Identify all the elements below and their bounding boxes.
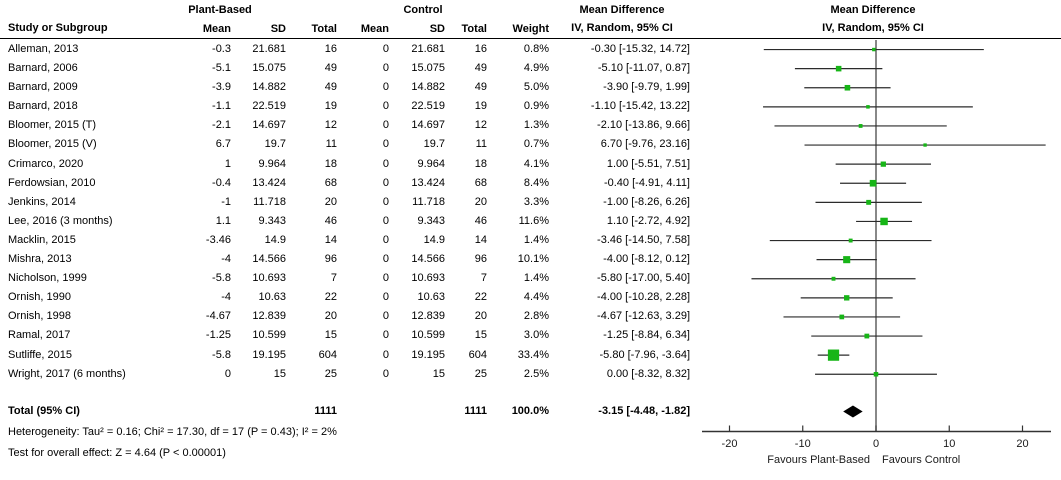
column-header-total-plant: Total xyxy=(311,23,337,35)
sd-plant-cell: 14.697 xyxy=(252,119,286,132)
total-control-cell: 604 xyxy=(468,348,487,361)
total-plant-cell: 49 xyxy=(324,62,337,75)
column-header-study: Study or Subgroup xyxy=(8,22,108,34)
effect-marker xyxy=(844,295,849,300)
x-tick-label: -10 xyxy=(794,438,811,450)
study-name: Bloomer, 2015 (T) xyxy=(8,119,97,132)
effect-marker xyxy=(849,239,853,243)
effect-marker xyxy=(832,277,836,281)
ci-text-cell: -3.46 [-14.50, 7.58] xyxy=(597,233,690,246)
sd-control-cell: 10.63 xyxy=(417,291,445,304)
weight-cell: 3.3% xyxy=(523,195,549,208)
sd-plant-cell: 10.599 xyxy=(252,329,286,342)
ci-text-cell: -1.00 [-8.26, 6.26] xyxy=(603,195,690,208)
sd-control-cell: 14.9 xyxy=(423,233,445,246)
mean-plant-cell: -0.3 xyxy=(212,43,231,55)
effect-marker xyxy=(859,124,863,128)
study-name: Alleman, 2013 xyxy=(8,43,79,55)
mean-plant-cell: -5.8 xyxy=(212,272,231,285)
ci-text-cell: -1.10 [-15.42, 13.22] xyxy=(590,100,690,113)
mean-plant-cell: -4.67 xyxy=(205,310,231,323)
sd-plant-cell: 15 xyxy=(273,367,286,380)
plot-title: Mean Difference xyxy=(830,4,916,16)
total-plant-cell: 14 xyxy=(324,233,337,246)
weight-cell: 1.4% xyxy=(523,233,549,246)
sd-control-cell: 14.697 xyxy=(411,119,445,132)
total-control-cell: 7 xyxy=(480,272,487,285)
effect-marker xyxy=(845,85,851,91)
effect-marker xyxy=(836,66,842,72)
total-weight: 100.0% xyxy=(511,405,549,417)
weight-cell: 4.4% xyxy=(523,291,549,304)
study-name: Ramal, 2017 xyxy=(8,329,71,342)
study-name: Sutliffe, 2015 xyxy=(8,348,73,361)
total-n-plant: 1111 xyxy=(314,405,337,417)
ci-text-cell: -0.30 [-15.32, 14.72] xyxy=(590,43,690,55)
mean-plant-cell: -4 xyxy=(221,253,231,266)
md-column-subtitle: IV, Random, 95% CI xyxy=(571,22,673,34)
weight-cell: 5.0% xyxy=(523,81,549,94)
ci-text-cell: 1.00 [-5.51, 7.51] xyxy=(606,157,690,170)
total-control-cell: 20 xyxy=(474,195,487,208)
mean-plant-cell: 0 xyxy=(224,367,231,380)
column-header-total-control: Total xyxy=(461,23,487,35)
mean-control-cell: 0 xyxy=(382,272,389,285)
study-name: Wright, 2017 (6 months) xyxy=(8,367,126,380)
total-plant-cell: 25 xyxy=(324,367,337,380)
mean-plant-cell: -2.1 xyxy=(212,119,231,132)
mean-plant-cell: -0.4 xyxy=(212,176,231,189)
total-control-cell: 25 xyxy=(474,367,487,380)
study-name: Barnard, 2009 xyxy=(8,81,78,94)
column-header-mean-control: Mean xyxy=(360,23,389,35)
mean-control-cell: 0 xyxy=(382,119,389,132)
sd-control-cell: 10.599 xyxy=(411,329,445,342)
total-control-cell: 68 xyxy=(474,176,487,189)
effect-marker xyxy=(923,143,926,146)
total-control-cell: 19 xyxy=(474,100,487,113)
weight-cell: 3.0% xyxy=(523,329,549,342)
summary-diamond xyxy=(843,406,862,418)
total-control-cell: 14 xyxy=(474,233,487,246)
mean-plant-cell: -5.8 xyxy=(212,348,231,361)
sd-plant-cell: 9.964 xyxy=(258,157,286,170)
effect-marker xyxy=(881,162,886,167)
weight-cell: 8.4% xyxy=(523,176,549,189)
mean-control-cell: 0 xyxy=(382,367,389,380)
total-plant-cell: 604 xyxy=(318,348,337,361)
sd-plant-cell: 14.566 xyxy=(252,253,286,266)
weight-cell: 2.5% xyxy=(523,367,549,380)
ci-text-cell: -5.80 [-17.00, 5.40] xyxy=(597,272,690,285)
mean-control-cell: 0 xyxy=(382,233,389,246)
mean-plant-cell: 1 xyxy=(224,157,231,170)
weight-cell: 0.8% xyxy=(523,43,549,55)
sd-control-cell: 15.075 xyxy=(411,62,445,75)
sd-control-cell: 9.964 xyxy=(417,157,445,170)
total-control-cell: 49 xyxy=(474,62,487,75)
sd-plant-cell: 10.693 xyxy=(252,272,286,285)
total-control-cell: 96 xyxy=(474,253,487,266)
study-name: Barnard, 2006 xyxy=(8,62,78,75)
effect-marker xyxy=(874,372,879,377)
sd-plant-cell: 19.7 xyxy=(264,138,286,151)
total-control-cell: 16 xyxy=(474,43,487,55)
total-control-cell: 46 xyxy=(474,214,487,227)
total-control-cell: 49 xyxy=(474,81,487,94)
sd-plant-cell: 12.839 xyxy=(252,310,286,323)
mean-control-cell: 0 xyxy=(382,291,389,304)
x-tick-label: 0 xyxy=(872,438,880,450)
total-plant-cell: 15 xyxy=(324,329,337,342)
total-plant-cell: 20 xyxy=(324,195,337,208)
sd-control-cell: 15 xyxy=(432,367,445,380)
effect-marker xyxy=(839,315,844,320)
ci-text-cell: -0.40 [-4.91, 4.11] xyxy=(603,176,690,189)
mean-control-cell: 0 xyxy=(382,348,389,361)
ci-text-cell: -5.10 [-11.07, 0.87] xyxy=(597,62,690,75)
sd-control-cell: 19.7 xyxy=(423,138,445,151)
study-name: Lee, 2016 (3 months) xyxy=(8,214,113,227)
study-name: Ornish, 1998 xyxy=(8,310,71,323)
total-control-cell: 22 xyxy=(474,291,487,304)
sd-plant-cell: 10.63 xyxy=(258,291,286,304)
weight-cell: 2.8% xyxy=(523,310,549,323)
total-label: Total (95% CI) xyxy=(8,405,80,417)
mean-plant-cell: -1.25 xyxy=(205,329,231,342)
favours-left-label: Favours Plant-Based xyxy=(767,454,870,466)
mean-plant-cell: -4 xyxy=(221,291,231,304)
sd-plant-cell: 21.681 xyxy=(252,43,286,55)
ci-text-cell: -4.67 [-12.63, 3.29] xyxy=(597,310,690,323)
weight-cell: 4.9% xyxy=(523,62,549,75)
group-header-control: Control xyxy=(403,4,443,16)
mean-control-cell: 0 xyxy=(382,195,389,208)
total-plant-cell: 22 xyxy=(324,291,337,304)
effect-marker xyxy=(872,48,875,51)
total-plant-cell: 11 xyxy=(325,138,337,151)
study-name: Macklin, 2015 xyxy=(8,233,76,246)
sd-control-cell: 12.839 xyxy=(411,310,445,323)
sd-plant-cell: 14.882 xyxy=(252,81,286,94)
effect-marker xyxy=(828,350,839,361)
sd-control-cell: 21.681 xyxy=(411,43,445,55)
total-control-cell: 12 xyxy=(474,119,487,132)
md-column-title: Mean Difference xyxy=(579,4,665,16)
mean-plant-cell: -1.1 xyxy=(212,100,231,113)
total-plant-cell: 18 xyxy=(324,157,337,170)
ci-text-cell: -4.00 [-10.28, 2.28] xyxy=(597,291,690,304)
sd-control-cell: 22.519 xyxy=(411,100,445,113)
ci-text-cell: -4.00 [-8.12, 0.12] xyxy=(603,253,690,266)
mean-control-cell: 0 xyxy=(382,214,389,227)
mean-control-cell: 0 xyxy=(382,176,389,189)
total-plant-cell: 46 xyxy=(324,214,337,227)
total-ci-text: -3.15 [-4.48, -1.82] xyxy=(598,405,690,417)
sd-control-cell: 10.693 xyxy=(411,272,445,285)
sd-plant-cell: 19.195 xyxy=(252,348,286,361)
weight-cell: 4.1% xyxy=(523,157,549,170)
ci-text-cell: -5.80 [-7.96, -3.64] xyxy=(599,348,690,361)
plot-subtitle: IV, Random, 95% CI xyxy=(822,22,924,34)
sd-control-cell: 13.424 xyxy=(411,176,445,189)
group-header-plant-based: Plant-Based xyxy=(188,4,252,16)
sd-control-cell: 14.566 xyxy=(411,253,445,266)
mean-plant-cell: -1 xyxy=(221,195,231,208)
effect-marker xyxy=(870,180,877,187)
sd-control-cell: 9.343 xyxy=(417,214,445,227)
column-header-mean-plant: Mean xyxy=(202,23,231,35)
weight-cell: 1.3% xyxy=(523,119,549,132)
sd-control-cell: 14.882 xyxy=(411,81,445,94)
total-plant-cell: 16 xyxy=(324,43,337,55)
mean-control-cell: 0 xyxy=(382,329,389,342)
total-control-cell: 15 xyxy=(474,329,487,342)
ci-text-cell: 0.00 [-8.32, 8.32] xyxy=(606,367,690,380)
x-tick-label: -20 xyxy=(721,438,738,450)
effect-marker xyxy=(880,218,887,225)
study-name: Jenkins, 2014 xyxy=(8,195,76,208)
favours-right-label: Favours Control xyxy=(882,454,961,466)
mean-plant-cell: -3.9 xyxy=(212,81,231,94)
weight-cell: 0.9% xyxy=(523,100,549,113)
sd-plant-cell: 13.424 xyxy=(252,176,286,189)
sd-control-cell: 19.195 xyxy=(411,348,445,361)
sd-control-cell: 11.718 xyxy=(412,195,445,208)
mean-control-cell: 0 xyxy=(382,81,389,94)
x-tick-label: 10 xyxy=(943,438,956,450)
column-header-sd-plant: SD xyxy=(270,23,286,35)
effect-marker xyxy=(866,105,870,109)
mean-control-cell: 0 xyxy=(382,100,389,113)
effect-marker xyxy=(866,200,871,205)
mean-plant-cell: 1.1 xyxy=(215,214,231,227)
mean-control-cell: 0 xyxy=(382,253,389,266)
ci-text-cell: 1.10 [-2.72, 4.92] xyxy=(606,214,690,227)
study-name: Crimarco, 2020 xyxy=(8,157,84,170)
total-control-cell: 20 xyxy=(474,310,487,323)
total-plant-cell: 19 xyxy=(324,100,337,113)
mean-control-cell: 0 xyxy=(382,43,389,55)
mean-control-cell: 0 xyxy=(382,310,389,323)
sd-plant-cell: 22.519 xyxy=(252,100,286,113)
effect-marker xyxy=(843,256,850,263)
study-name: Ornish, 1990 xyxy=(8,291,71,304)
mean-plant-cell: -3.46 xyxy=(205,233,231,246)
total-plant-cell: 49 xyxy=(324,81,337,94)
column-header-weight: Weight xyxy=(512,23,549,35)
study-name: Mishra, 2013 xyxy=(8,253,72,266)
study-name: Bloomer, 2015 (V) xyxy=(8,138,97,151)
total-n-control: 1111 xyxy=(464,405,487,417)
weight-cell: 11.6% xyxy=(518,214,549,227)
total-plant-cell: 96 xyxy=(324,253,337,266)
ci-text-cell: -3.90 [-9.79, 1.99] xyxy=(603,81,690,94)
sd-plant-cell: 11.718 xyxy=(253,195,286,208)
total-plant-cell: 12 xyxy=(324,119,337,132)
total-plant-cell: 68 xyxy=(324,176,337,189)
study-name: Nicholson, 1999 xyxy=(8,272,87,285)
total-plant-cell: 20 xyxy=(324,310,337,323)
ci-text-cell: 6.70 [-9.76, 23.16] xyxy=(600,138,690,151)
ci-text-cell: -1.25 [-8.84, 6.34] xyxy=(603,329,690,342)
study-name: Barnard, 2018 xyxy=(8,100,78,113)
ci-text-cell: -2.10 [-13.86, 9.66] xyxy=(597,119,690,132)
mean-plant-cell: 6.7 xyxy=(215,138,231,151)
sd-plant-cell: 15.075 xyxy=(252,62,286,75)
sd-plant-cell: 9.343 xyxy=(258,214,286,227)
overall-effect-note: Test for overall effect: Z = 4.64 (P < 0.00001) xyxy=(8,447,226,459)
total-control-cell: 18 xyxy=(474,157,487,170)
column-header-sd-control: SD xyxy=(429,23,445,35)
total-plant-cell: 7 xyxy=(330,272,337,285)
heterogeneity-note: Heterogeneity: Tau² = 0.16; Chi² = 17.30, df = 17 (P = 0.43); I² = 2% xyxy=(8,426,337,438)
x-tick-label: 20 xyxy=(1016,438,1029,450)
mean-control-cell: 0 xyxy=(382,157,389,170)
study-name: Ferdowsian, 2010 xyxy=(8,176,96,189)
mean-plant-cell: -5.1 xyxy=(212,62,231,75)
weight-cell: 33.4% xyxy=(517,348,549,361)
weight-cell: 10.1% xyxy=(517,253,549,266)
sd-plant-cell: 14.9 xyxy=(264,233,286,246)
weight-cell: 0.7% xyxy=(523,138,549,151)
mean-control-cell: 0 xyxy=(382,62,389,75)
weight-cell: 1.4% xyxy=(523,272,549,285)
total-control-cell: 11 xyxy=(475,138,487,151)
effect-marker xyxy=(864,334,869,339)
mean-control-cell: 0 xyxy=(382,138,389,151)
